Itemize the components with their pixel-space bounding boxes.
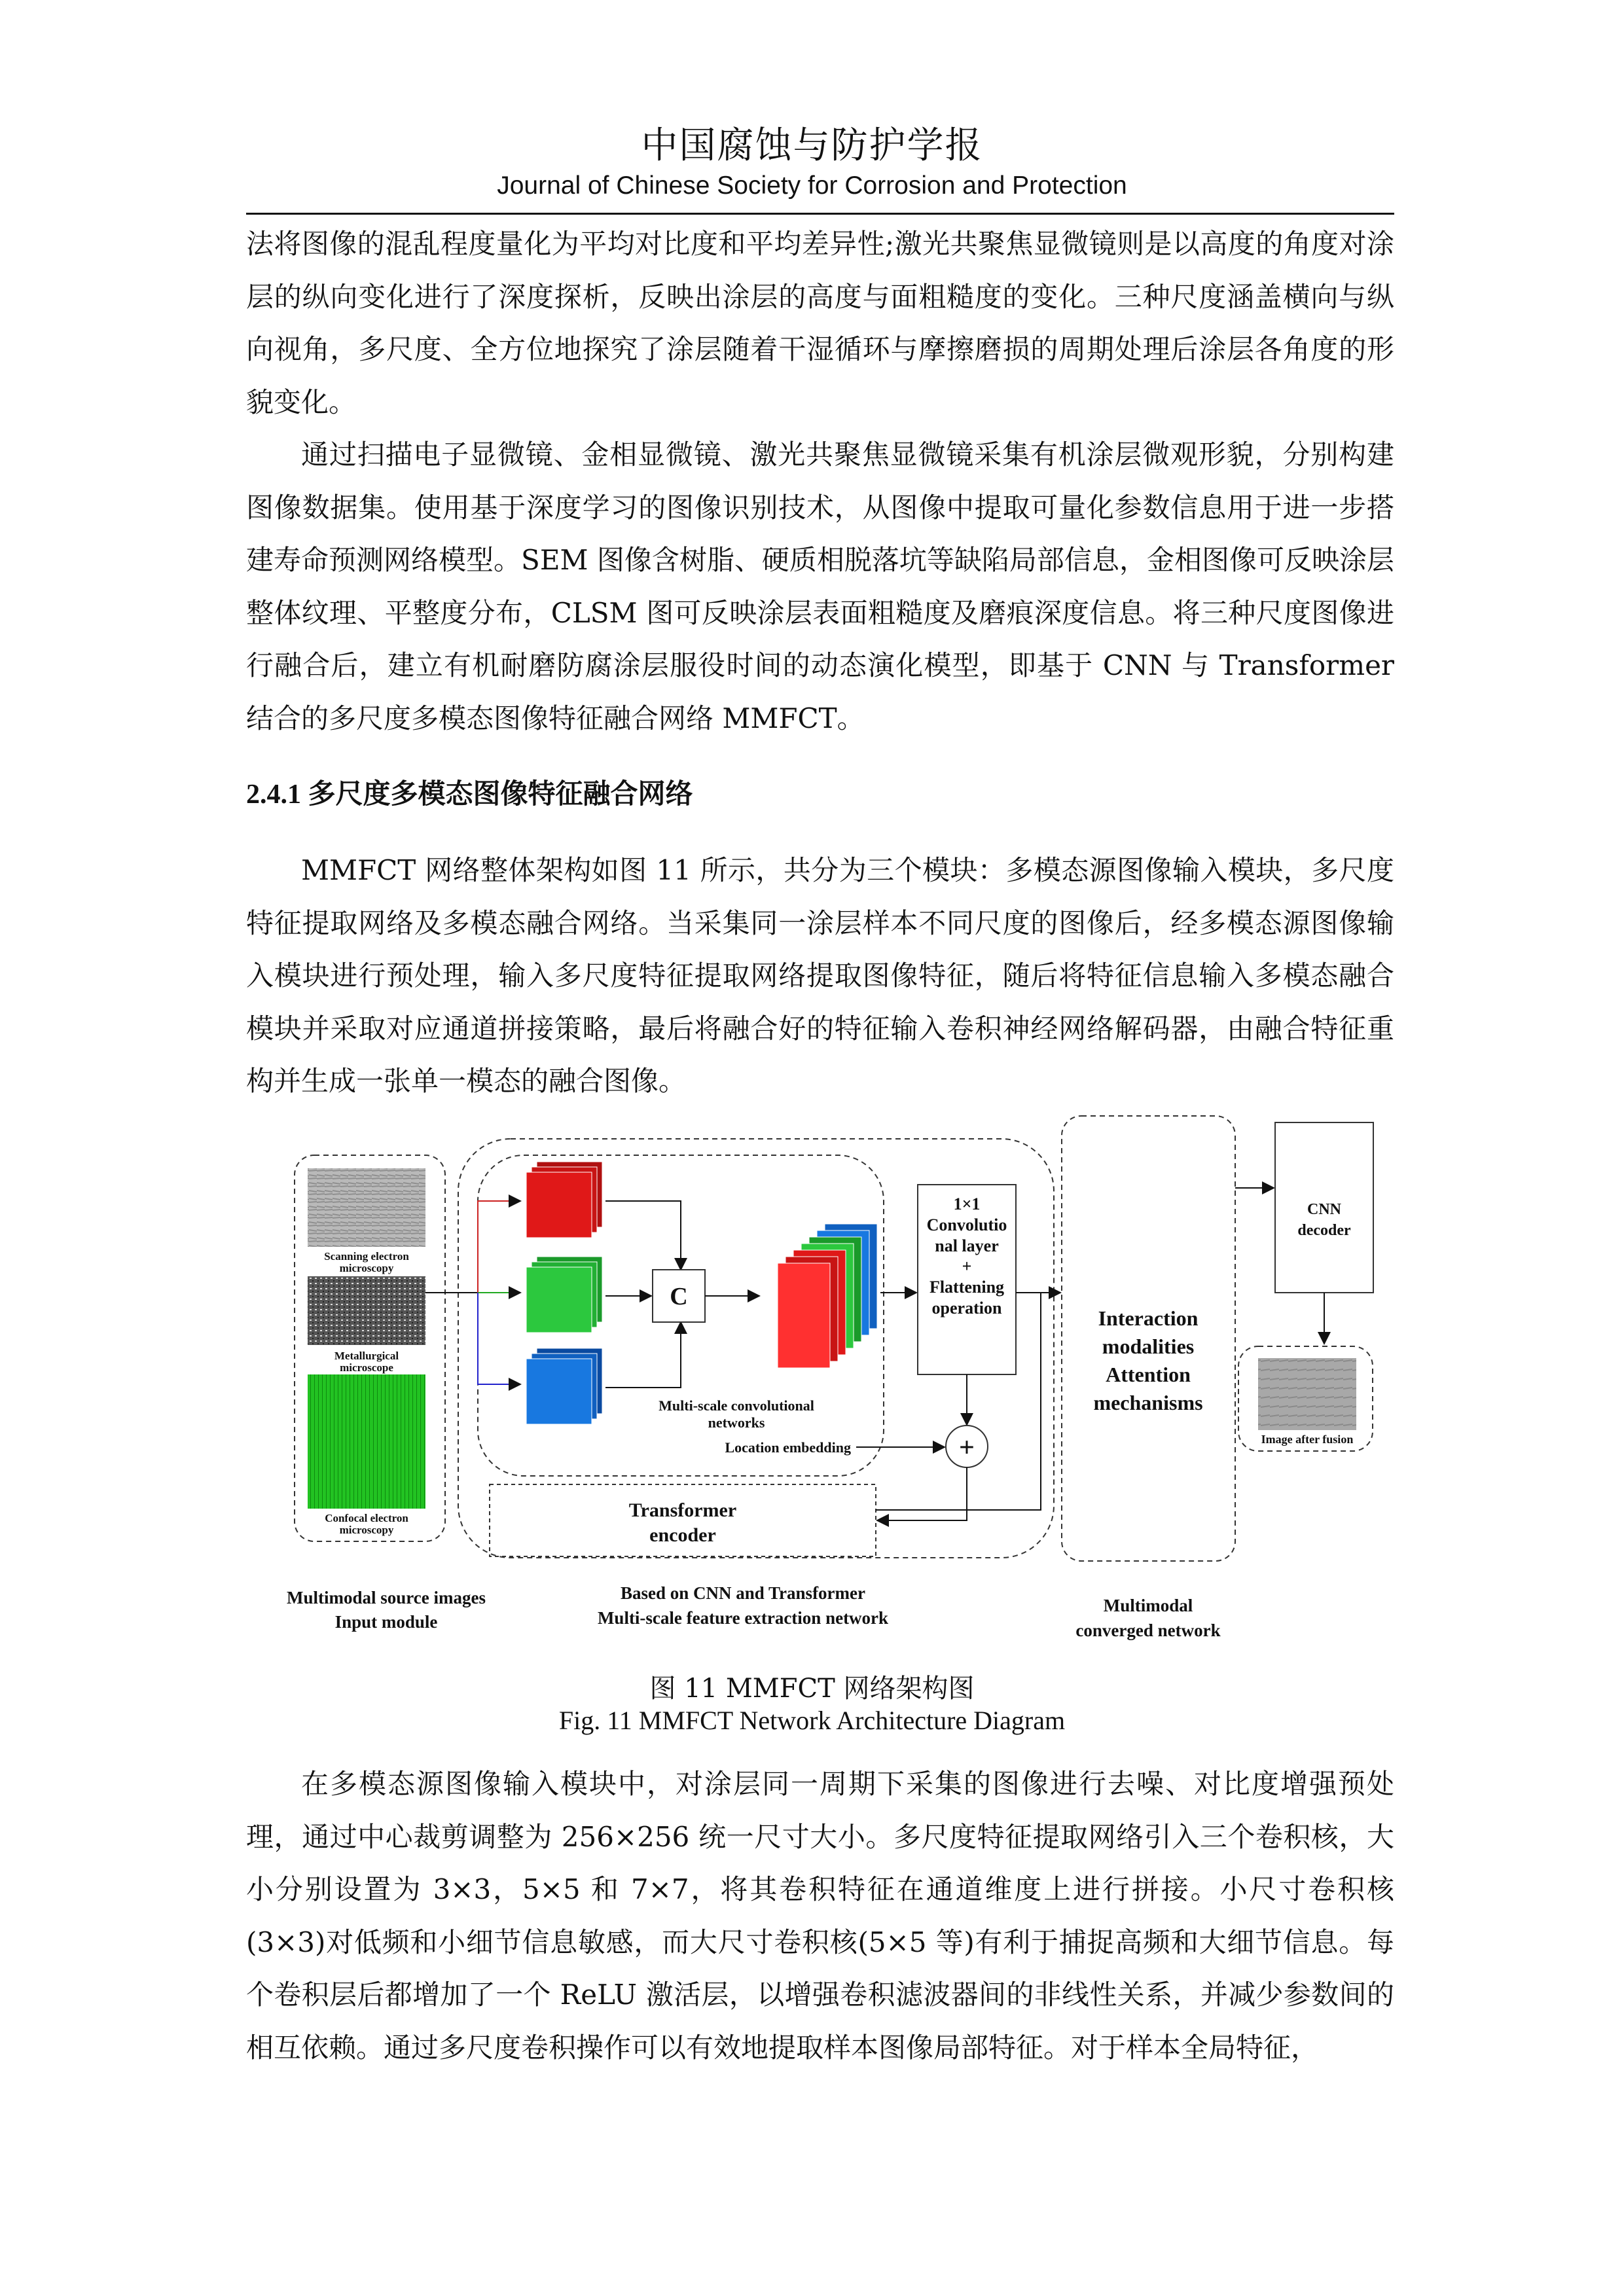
section-heading: 2.4.1 多尺度多模态图像特征融合网络 — [246, 780, 693, 810]
branch-arrow-blue — [478, 1293, 520, 1384]
module-label-input-1: Multimodal source images — [287, 1588, 486, 1607]
conv-3x3-feature-stack — [526, 1162, 602, 1238]
conv-label-5: Flattening — [929, 1278, 1005, 1297]
concatenated-feature-stack — [778, 1224, 877, 1368]
journal-title-en: Journal of Chinese Society for Corrosion and Protection — [497, 171, 1127, 200]
decoder-label-2: decoder — [1297, 1222, 1351, 1239]
interaction-label-4: mechanisms — [1093, 1391, 1203, 1414]
module-label-extract-1: Based on CNN and Transformer — [620, 1583, 866, 1603]
module-label-input-2: Input module — [334, 1612, 438, 1632]
paragraph-3: MMFCT 网络整体架构如图 11 所示，共分为三个模块：多模态源图像输入模块，多尺度特征提取网络及多模态融合网络。当采集同一涂层样本不同尺度的图像后，经多模态源图像输入模块进行预处理，输入多尺度特征提取网络提取图像特征，随后将特征信息输入多模态融合模块并采取对应通道拼接策略，最后将融合好的特征输入卷积神经网络解码器，由融合特征重构并生成一张单一模态的融合图像。 — [246, 854, 1394, 1097]
figure-caption-cn: 图 11 MMFCT 网络架构图 — [649, 1674, 975, 1704]
branch-arrow-red — [478, 1201, 520, 1293]
plus-to-transformer-arrow — [877, 1467, 967, 1520]
conv-label-1: 1×1 — [953, 1194, 981, 1213]
blue-to-concat-arrow — [605, 1322, 681, 1388]
conv-5x5-feature-stack — [526, 1257, 602, 1333]
transformer-label-2: encoder — [649, 1524, 716, 1546]
interaction-label-3: Attention — [1106, 1363, 1191, 1386]
sem-image — [308, 1168, 425, 1247]
multiscale-label-2: networks — [708, 1414, 765, 1431]
figure-caption-en: Fig. 11 MMFCT Network Architecture Diagram — [558, 1706, 1066, 1735]
interaction-label-2: modalities — [1102, 1335, 1195, 1358]
paragraph-2: 通过扫描电子显微镜、金相显微镜、激光共聚焦显微镜采集有机涂层微观形貌，分别构建图像数据集。使用基于深度学习的图像识别技术，从图像中提取可量化参数信息用于进一步搭建寿命预测网络模型。SEM 图像含树脂、硬质相脱落坑等缺陷局部信息，金相图像可反映涂层整体纹理、平整度分布，CLSM 图可反映涂层表面粗糙度及磨痕深度信息。将三种尺度图像进行融合后，建立有机耐磨防腐涂层服役时间的动态演化模型，即基于 CNN 与 Transformer 结合的多尺度多模态图像特征融合网络 MMFCT。 — [246, 439, 1394, 734]
transformer-label-1: Transformer — [628, 1499, 737, 1521]
module-label-fusion-1: Multimodal — [1103, 1596, 1193, 1615]
metallurgical-image — [308, 1276, 425, 1345]
conf-label-2: microscopy — [339, 1524, 394, 1536]
fused-label: Image after fusion — [1261, 1433, 1354, 1446]
conf-label-1: Confocal electron — [325, 1512, 408, 1524]
conv-label-2: Convolutio — [926, 1215, 1007, 1234]
confocal-image — [308, 1374, 425, 1509]
sem-label-1: Scanning electron — [324, 1250, 409, 1263]
location-embedding-label: Location embedding — [725, 1439, 851, 1456]
concat-label: C — [670, 1283, 688, 1310]
conv-7x7-feature-stack — [526, 1348, 602, 1424]
met-label-2: microscope — [340, 1361, 393, 1374]
header-rule — [246, 213, 1394, 215]
decoder-label-1: CNN — [1307, 1201, 1341, 1218]
sem-label-2: microscopy — [339, 1262, 394, 1274]
plus-label: + — [959, 1433, 975, 1463]
fused-image — [1258, 1358, 1356, 1430]
figure-mmfct-architecture — [262, 1109, 1375, 1659]
conv-label-6: operation — [931, 1299, 1002, 1318]
interaction-label-1: Interaction — [1098, 1306, 1199, 1330]
module-label-extract-2: Multi-scale feature extraction network — [597, 1608, 889, 1628]
met-label-1: Metallurgical — [334, 1350, 399, 1362]
journal-title-cn: 中国腐蚀与防护学报 — [641, 124, 983, 167]
conv-label-4: + — [962, 1257, 972, 1276]
multiscale-label-1: Multi-scale convolutional — [659, 1397, 814, 1414]
red-to-concat-arrow — [605, 1201, 681, 1270]
conv-label-3: nal layer — [935, 1236, 999, 1255]
module-label-fusion-2: converged network — [1075, 1621, 1221, 1640]
paragraph-1: 法将图像的混乱程度量化为平均对比度和平均差异性;激光共聚焦显微镜则是以高度的角度对涂层的纵向变化进行了深度探析，反映出涂层的高度与面粗糙度的变化。三种尺度涵盖横向与纵向视角，多尺度、全方位地探究了涂层随着干湿循环与摩擦磨损的周期处理后涂层各角度的形貌变化。 — [246, 228, 1394, 418]
paragraph-4: 在多模态源图像输入模块中，对涂层同一周期下采集的图像进行去噪、对比度增强预处理，通过中心裁剪调整为 256×256 统一尺寸大小。多尺度特征提取网络引入三个卷积核，大小分别设置为 3×3，5×5 和 7×7，将其卷积特征在通道维度上进行拼接。小尺寸卷积核(3×3)对低频和小细节信息敏感，而大尺寸卷积核(5×5 等)有利于捕捉高频和大细节信息。每个卷积层后都增加了一个 ReLU 激活层，以增强卷积滤波器间的非线性关系，并减少参数间的相互依赖。通过多尺度卷积操作可以有效地提取样本图像局部特征。对于样本全局特征， — [246, 1768, 1394, 2064]
